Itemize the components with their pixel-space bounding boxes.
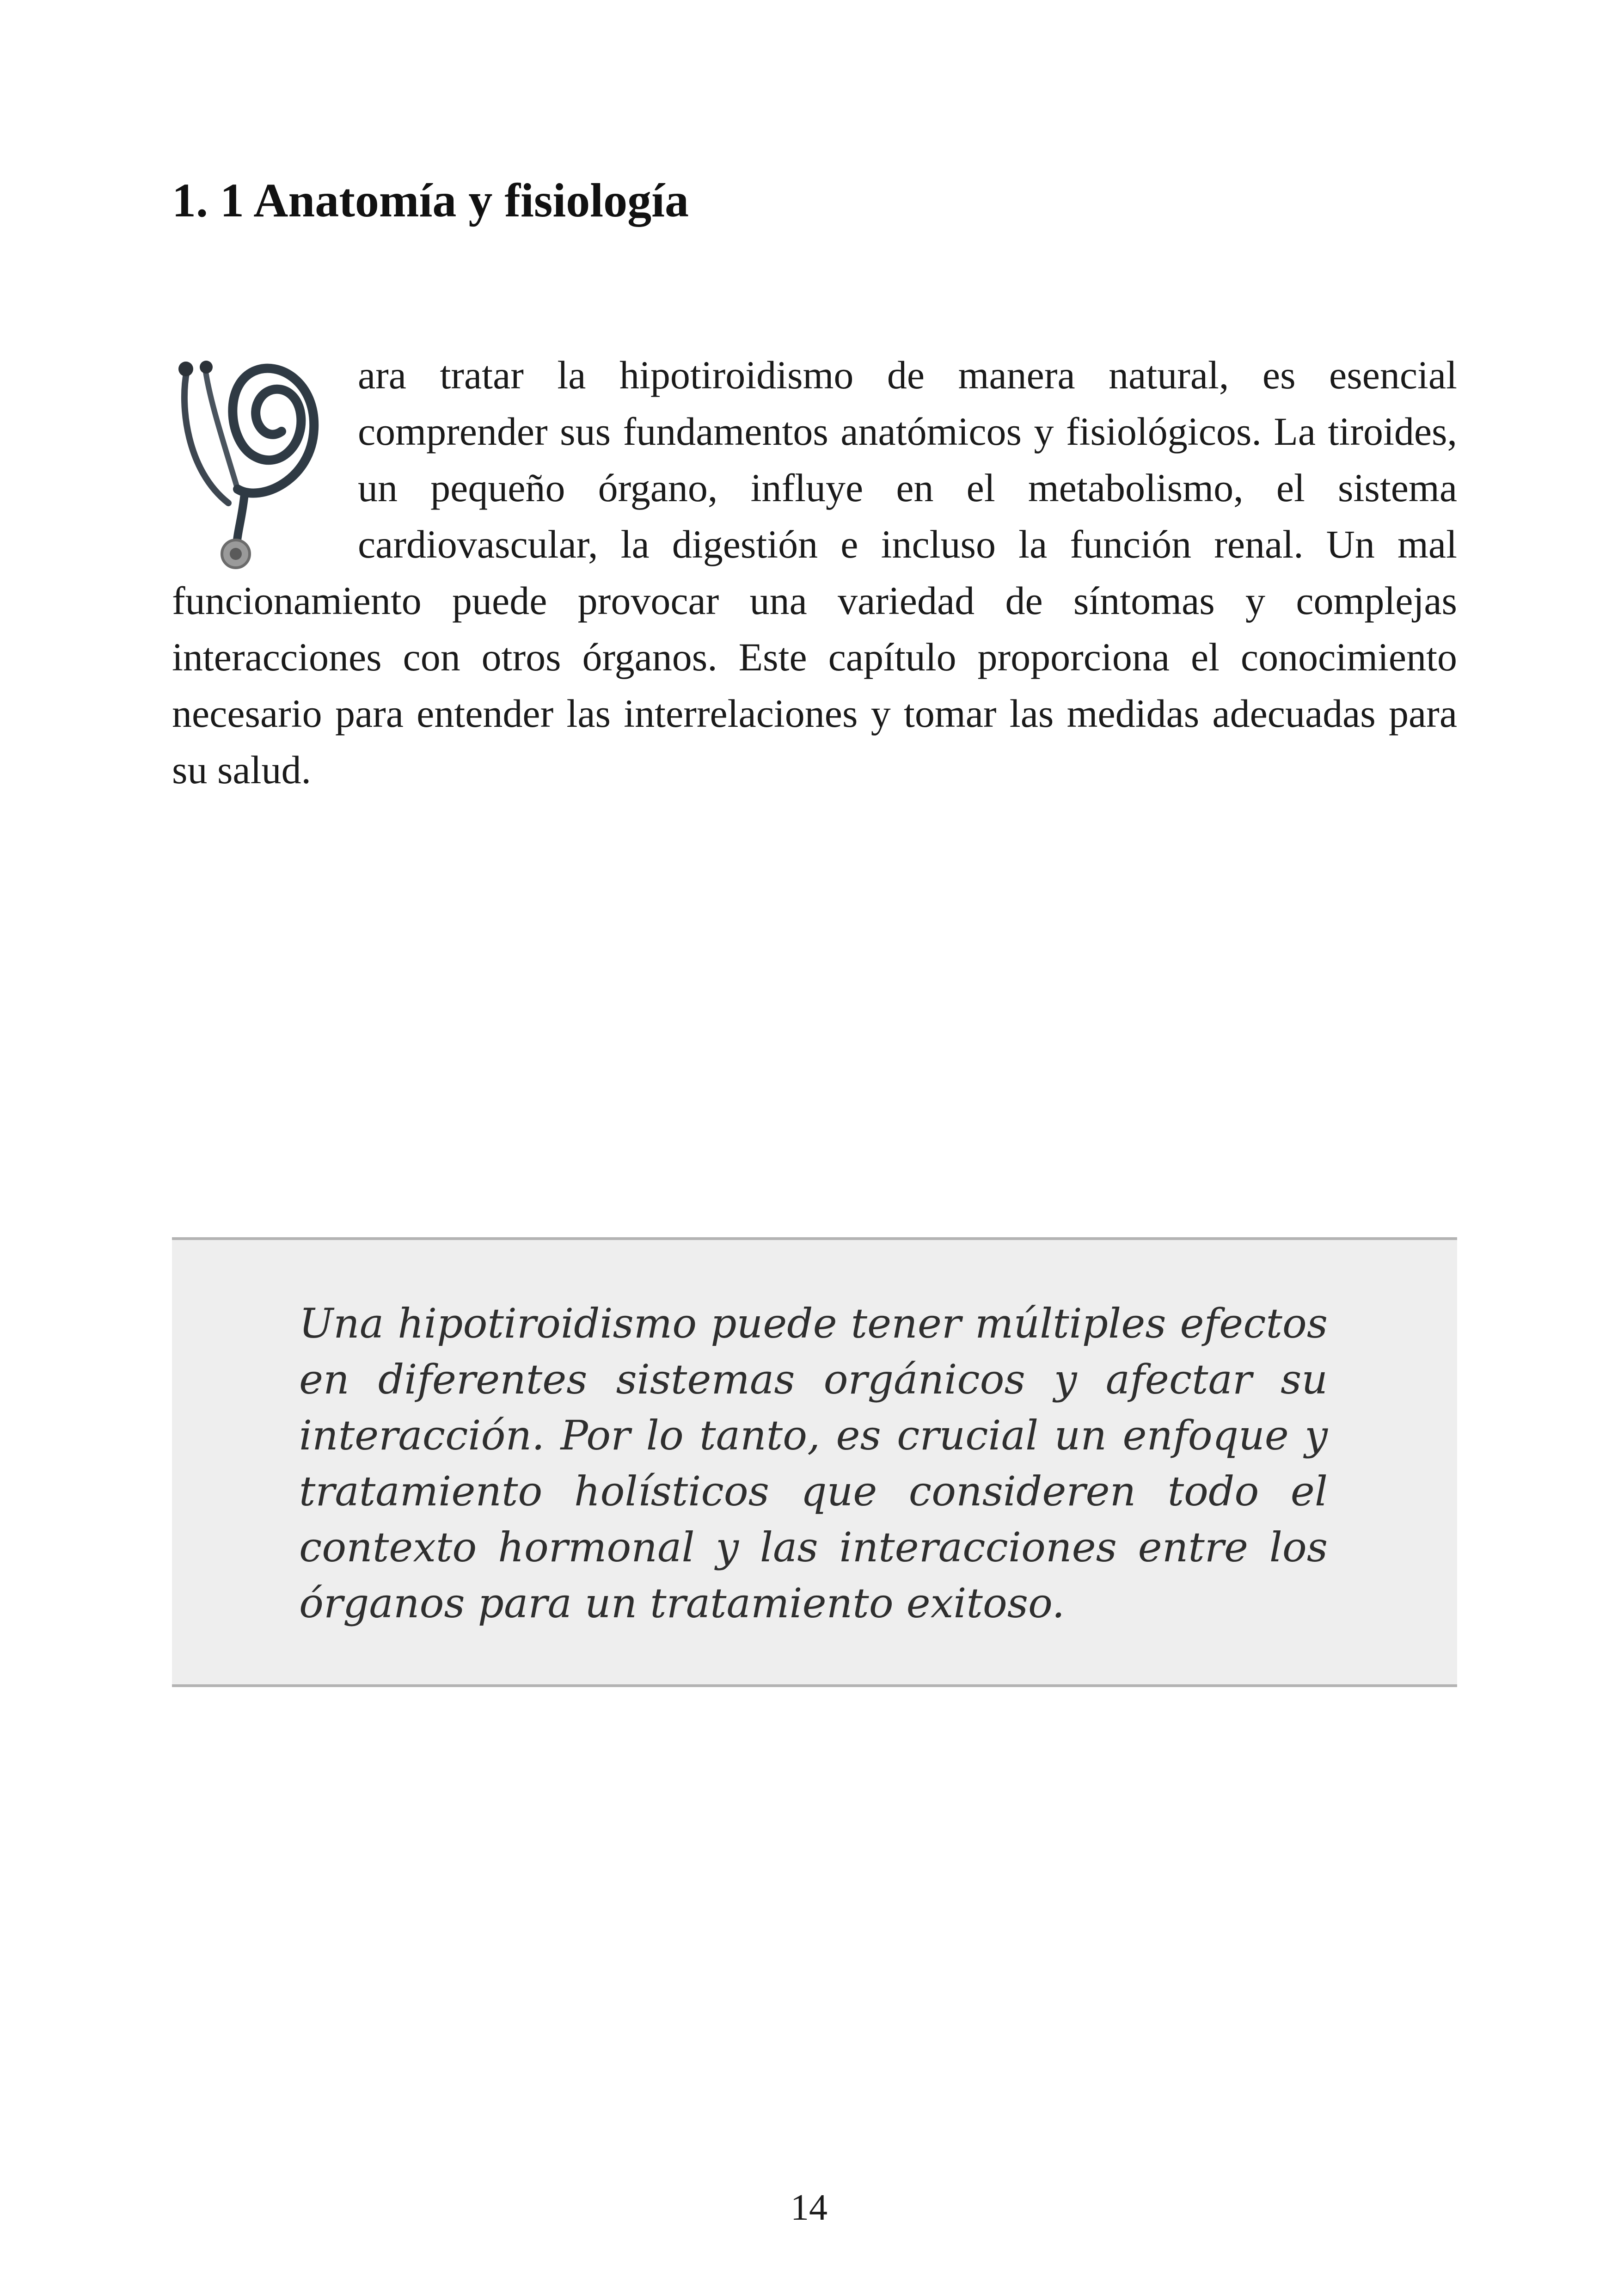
intro-paragraph: ara tratar la hipotiroidismo de manera natural, es esencial comprender sus fundamentos anatómicos y fisiológicos. La tiroides, un pequeño órgano, influye en el metabolismo, el sistema cardiovascular, la digestión e incluso la función renal. Un mal funcionamiento puede provocar una variedad de síntomas y complejas interacciones con otros órganos. Este capítulo proporciona el conocimiento necesario para entender las interrelaciones y tomar las medidas adecuadas para su salud. xyxy=(172,353,1457,792)
section-heading: 1. 1 Anatomía y fisiología xyxy=(172,174,689,227)
callout-box xyxy=(172,1237,1457,1687)
stethoscope-icon xyxy=(168,350,321,570)
callout-text: Una hipotiroidismo puede tener múltiples efectos en diferentes sistemas orgánicos y afectar su interacción. Por lo tanto, es crucial un enfoque y tratamiento holísticos que consideren todo el contexto hormonal y las interacciones entre los órganos para un tratamiento exitoso. xyxy=(299,1300,1328,1627)
page-number: 14 xyxy=(791,2187,827,2228)
intro-paragraph-block xyxy=(172,347,1457,798)
